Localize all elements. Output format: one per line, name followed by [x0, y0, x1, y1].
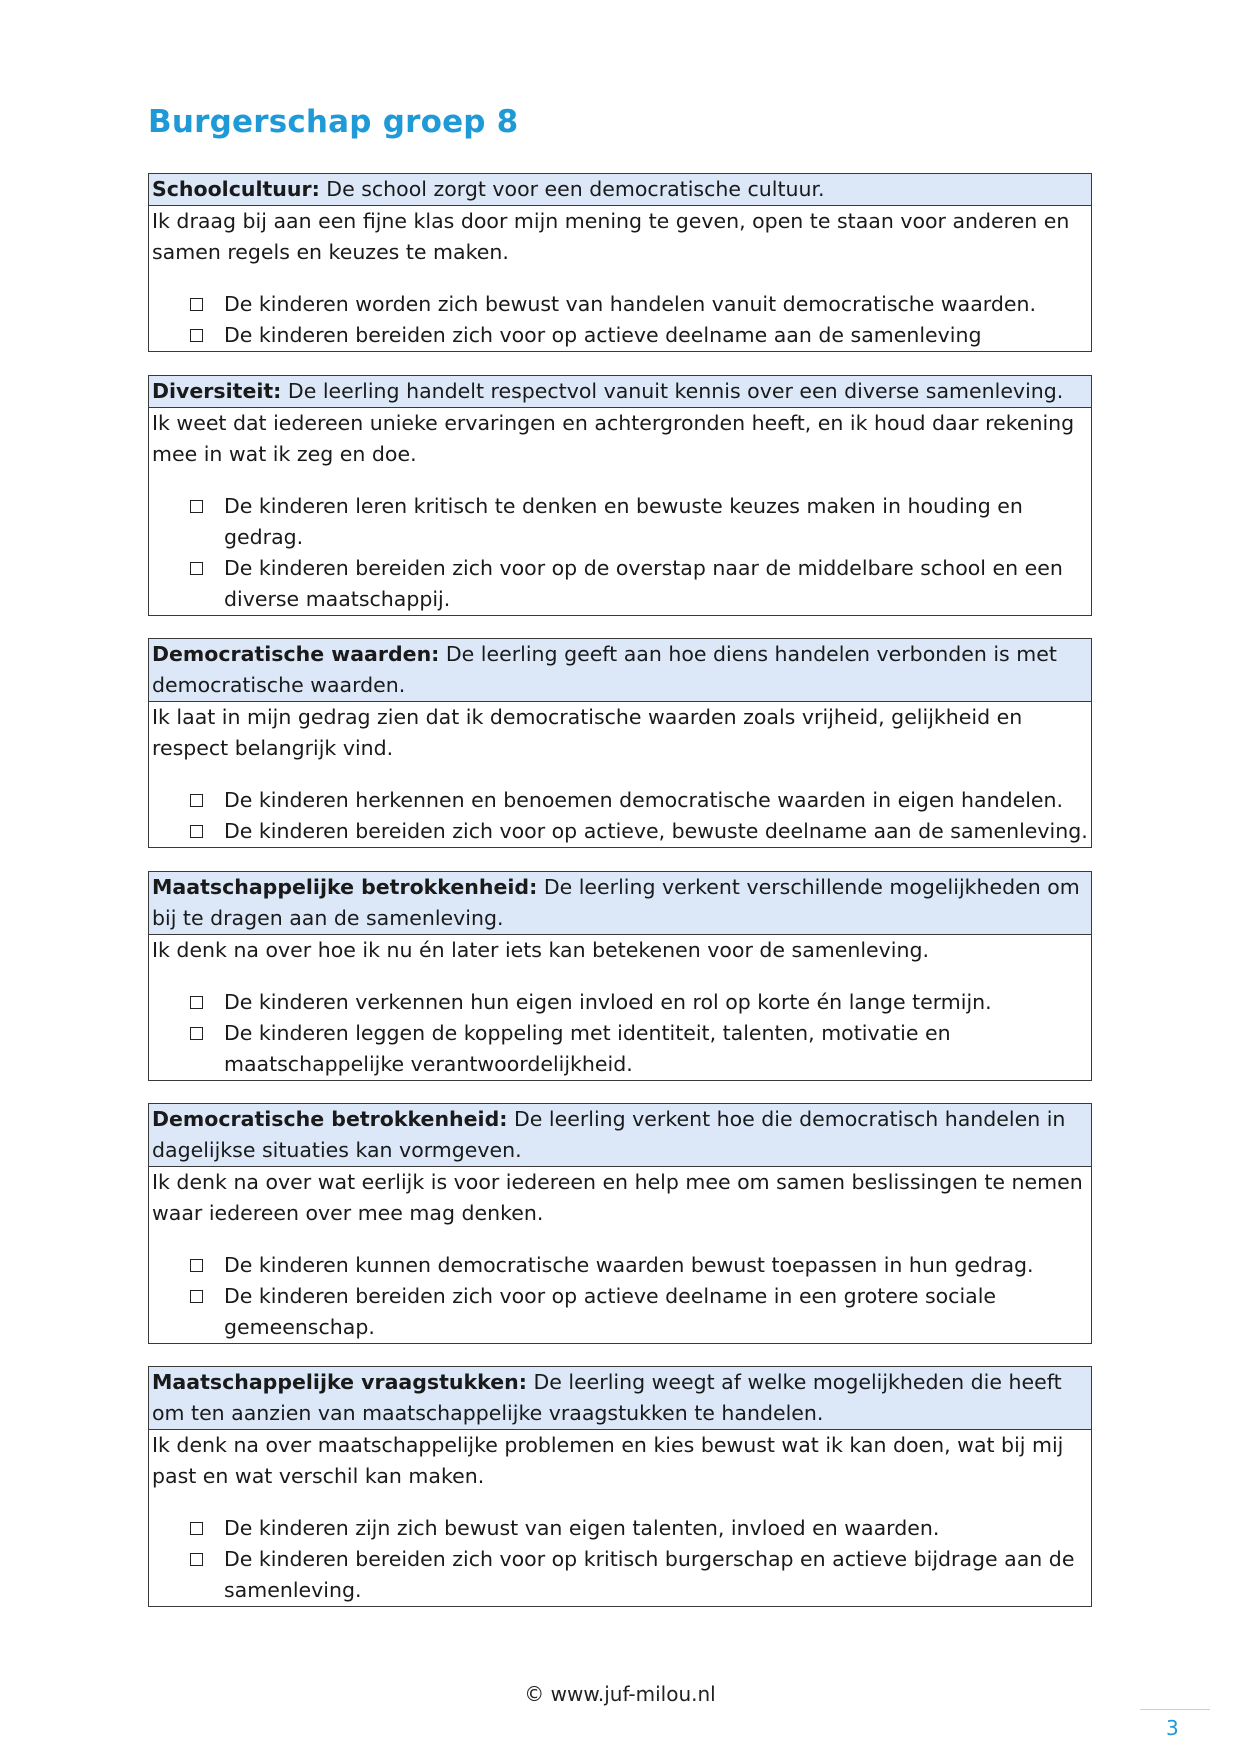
checklist — [152, 1250, 1088, 1343]
section-statement: Ik denk na over maatschappelijke problemen en kies bewust wat ik kan doen, wat bij mij past en wat verschil kan maken. — [152, 1433, 1064, 1488]
section-goal: De leerling verkent hoe die democratisch handelen in dagelijkse situaties kan vormgeven. — [152, 1107, 1066, 1162]
section-label: Maatschappelijke betrokkenheid: — [152, 875, 538, 899]
checkbox-icon[interactable] — [190, 825, 203, 838]
checkbox-icon[interactable] — [190, 1259, 203, 1272]
checklist-item-label: De kinderen verkennen hun eigen invloed en rol op korte én lange termijn. — [224, 990, 992, 1014]
section-statement: Ik denk na over wat eerlijk is voor iedereen en help mee om samen beslissingen te nemen waar iedereen over mee mag denken. — [152, 1170, 1083, 1225]
section-maatschappelijke-betrokkenheid — [148, 871, 1092, 1081]
section-header — [149, 639, 1091, 702]
section-body — [149, 935, 1091, 1080]
checklist-item[interactable] — [190, 289, 1088, 320]
checkbox-icon[interactable] — [190, 1290, 203, 1303]
checklist-item-label: De kinderen bereiden zich voor op actieve, bewuste deelname aan de samenleving. — [224, 819, 1088, 843]
checklist-item[interactable] — [190, 553, 1088, 615]
section-header — [149, 174, 1091, 206]
checklist-item-label: De kinderen kunnen democratische waarden bewust toepassen in hun gedrag. — [224, 1253, 1034, 1277]
checklist-item-label: De kinderen leren kritisch te denken en bewuste keuzes maken in houding en gedrag. — [224, 494, 1023, 549]
checkbox-icon[interactable] — [190, 996, 203, 1009]
section-democratische-waarden — [148, 638, 1092, 848]
checklist — [152, 491, 1088, 615]
checklist-item[interactable] — [190, 320, 1088, 351]
checklist-item[interactable] — [190, 785, 1088, 816]
section-label: Schoolcultuur: — [152, 177, 320, 201]
checklist-item[interactable] — [190, 816, 1088, 847]
section-header — [149, 1367, 1091, 1430]
checklist-item-label: De kinderen bereiden zich voor op actieve deelname in een grotere sociale gemeenschap. — [224, 1284, 997, 1339]
checkbox-icon[interactable] — [190, 500, 203, 513]
checklist-item[interactable] — [190, 1250, 1088, 1281]
checkbox-icon[interactable] — [190, 1027, 203, 1040]
section-body — [149, 702, 1091, 847]
section-diversiteit — [148, 375, 1092, 616]
page-title: Burgerschap groep 8 — [148, 104, 519, 140]
section-goal: De leerling weegt af welke mogelijkheden die heeft om ten aanzien van maatschappelijke vraagstukken te handelen. — [152, 1370, 1062, 1425]
checklist-item-label: De kinderen bereiden zich voor op actieve deelname aan de samenleving — [224, 323, 982, 347]
checklist-item[interactable] — [190, 1018, 1088, 1080]
checklist-item-label: De kinderen bereiden zich voor op kritisch burgerschap en actieve bijdrage aan de samenleving. — [224, 1547, 1075, 1602]
section-statement: Ik denk na over hoe ik nu én later iets kan betekenen voor de samenleving. — [152, 938, 930, 962]
checklist-item[interactable] — [190, 1281, 1088, 1343]
section-goal: De leerling geeft aan hoe diens handelen verbonden is met democratische waarden. — [152, 642, 1057, 697]
checklist-item-label: De kinderen zijn zich bewust van eigen talenten, invloed en waarden. — [224, 1516, 940, 1540]
section-label: Maatschappelijke vraagstukken: — [152, 1370, 527, 1394]
section-label: Democratische waarden: — [152, 642, 440, 666]
section-header — [149, 872, 1091, 935]
checkbox-icon[interactable] — [190, 329, 203, 342]
section-statement: Ik draag bij aan een fijne klas door mijn mening te geven, open te staan voor anderen en samen regels en keuzes te maken. — [152, 209, 1070, 264]
checklist — [152, 987, 1088, 1080]
checklist-item[interactable] — [190, 491, 1088, 553]
checkbox-icon[interactable] — [190, 1522, 203, 1535]
checklist-item-label: De kinderen leggen de koppeling met identiteit, talenten, motivatie en maatschappelijke verantwoordelijkheid. — [224, 1021, 951, 1076]
checklist — [152, 1513, 1088, 1606]
section-header — [149, 1104, 1091, 1167]
section-schoolcultuur — [148, 173, 1092, 352]
section-body — [149, 206, 1091, 351]
section-label: Democratische betrokkenheid: — [152, 1107, 508, 1131]
checklist-item[interactable] — [190, 987, 1088, 1018]
section-statement: Ik laat in mijn gedrag zien dat ik democratische waarden zoals vrijheid, gelijkheid en respect belangrijk vind. — [152, 705, 1023, 760]
checklist-item-label: De kinderen herkennen en benoemen democratische waarden in eigen handelen. — [224, 788, 1064, 812]
section-goal: De school zorgt voor een democratische cultuur. — [319, 177, 825, 201]
checkbox-icon[interactable] — [190, 794, 203, 807]
section-goal: De leerling handelt respectvol vanuit kennis over een diverse samenleving. — [281, 379, 1064, 403]
section-body — [149, 1167, 1091, 1343]
section-statement: Ik weet dat iedereen unieke ervaringen en achtergronden heeft, en ik houd daar rekening mee in wat ik zeg en doe. — [152, 411, 1075, 466]
section-goal: De leerling verkent verschillende mogelijkheden om bij te dragen aan de samenleving. — [152, 875, 1080, 930]
copyright-footer: © www.juf-milou.nl — [524, 1682, 716, 1706]
page-number-divider — [1140, 1709, 1210, 1710]
checklist — [152, 785, 1088, 847]
checkbox-icon[interactable] — [190, 298, 203, 311]
checklist-item[interactable] — [190, 1544, 1088, 1606]
section-label: Diversiteit: — [152, 379, 282, 403]
checklist-item-label: De kinderen worden zich bewust van handelen vanuit democratische waarden. — [224, 292, 1036, 316]
section-democratische-betrokkenheid — [148, 1103, 1092, 1344]
section-header — [149, 376, 1091, 408]
section-maatschappelijke-vraagstukken — [148, 1366, 1092, 1607]
page-number: 3 — [1166, 1716, 1179, 1740]
checklist-item[interactable] — [190, 1513, 1088, 1544]
section-body — [149, 1430, 1091, 1606]
checklist — [152, 289, 1088, 351]
checkbox-icon[interactable] — [190, 1553, 203, 1566]
checklist-item-label: De kinderen bereiden zich voor op de overstap naar de middelbare school en een diverse maatschappij. — [224, 556, 1063, 611]
checkbox-icon[interactable] — [190, 562, 203, 575]
section-body — [149, 408, 1091, 615]
